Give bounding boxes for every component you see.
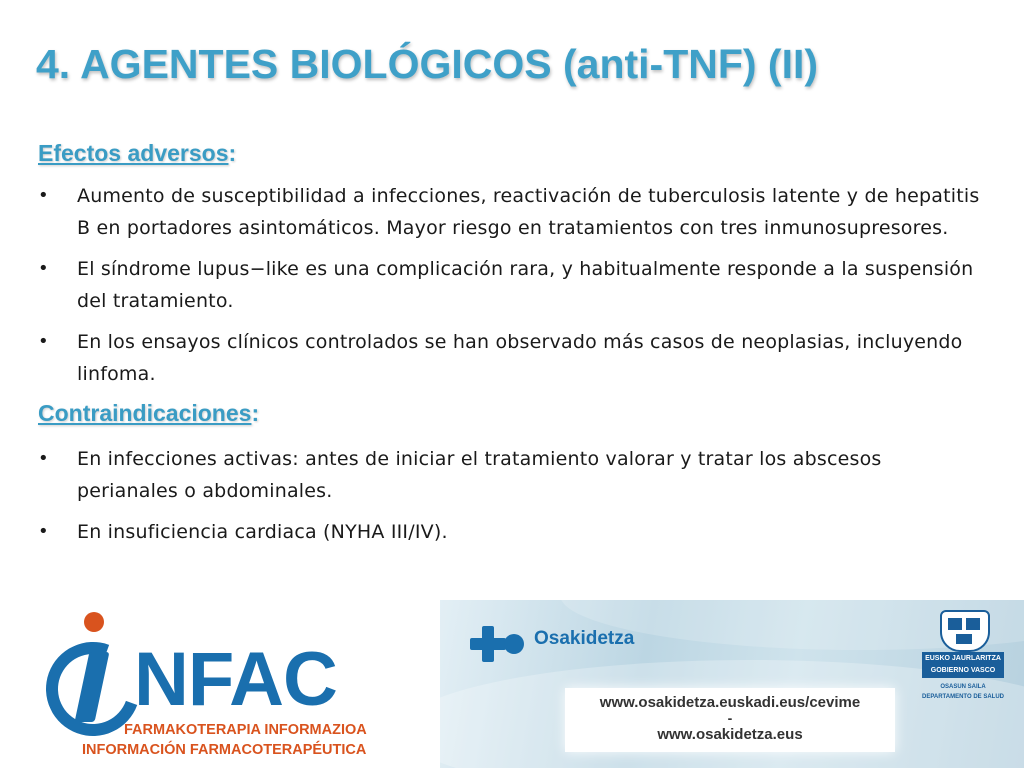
list-item-text: Aumento de susceptibilidad a infecciones, reactivación de tuberculosis latente y de hepatitis B en portadores asintomáticos. Mayor riesgo en tratamientos con tres inmunosupresores.: [77, 185, 980, 239]
url-separator: -: [727, 710, 733, 726]
department-name-spanish: DEPARTAMENTO DE SALUD: [921, 694, 1004, 700]
section-heading-colon: :: [228, 140, 237, 166]
osakidetza-dot-icon: [504, 634, 524, 654]
list-item: [38, 443, 988, 507]
infac-wordmark: NFAC: [134, 637, 337, 722]
contraindications-list: [38, 443, 988, 548]
list-item-text: En los ensayos clínicos controlados se han observado más casos de neoplasias, incluyendo linfoma.: [77, 331, 963, 385]
adverse-effects-list: [38, 180, 988, 390]
list-item: [38, 253, 988, 317]
government-name-basque: EUSKO JAURLARITZA: [925, 655, 1001, 662]
bullet-icon: •: [38, 258, 49, 279]
list-item-text: En insuficiencia cardiaca (NYHA III/IV).: [77, 521, 448, 543]
bullet-icon: •: [38, 185, 49, 206]
section-heading-contraindications: [38, 400, 988, 427]
osakidetza-name: Osakidetza: [534, 628, 635, 649]
footer-left-panel: [0, 600, 440, 768]
osakidetza-cross-icon: [482, 626, 494, 662]
government-name-spanish: GOBIERNO VASCO: [930, 667, 996, 674]
section-heading-text: Contraindicaciones: [38, 400, 252, 426]
list-item-text: El síndrome lupus−like es una complicación rara, y habitualmente responde a la suspensión del tratamiento.: [77, 258, 974, 312]
section-heading-adverse-effects: [38, 140, 988, 167]
infac-subtitle-spanish: INFORMACIÓN FARMACOTERAPÉUTICA: [82, 742, 367, 758]
list-item: [38, 180, 988, 244]
department-name-basque: OSASUN SAILA: [940, 684, 986, 690]
bullet-icon: •: [38, 448, 49, 469]
infac-subtitle-basque: FARMAKOTERAPIA INFORMAZIOA: [124, 722, 367, 738]
list-item: [38, 326, 988, 390]
footer-band: [0, 600, 1024, 768]
slide-body: [38, 140, 988, 557]
list-item: [38, 516, 988, 548]
osakidetza-url-link[interactable]: www.osakidetza.eus: [657, 726, 803, 743]
bullet-icon: •: [38, 521, 49, 542]
url-panel: [565, 688, 895, 752]
list-item-text: En infecciones activas: antes de iniciar el tratamiento valorar y tratar los abscesos perianales o abdominales.: [77, 448, 882, 502]
government-band: [922, 652, 1004, 678]
bullet-icon: •: [38, 331, 49, 352]
coat-of-arms-icon: [940, 610, 990, 652]
section-heading-colon: :: [251, 400, 260, 426]
infac-logo: [42, 612, 382, 762]
cevime-url-link[interactable]: www.osakidetza.euskadi.eus/cevime: [599, 694, 861, 711]
slide-title: 4. AGENTES BIOLÓGICOS (anti-TNF) (II): [36, 41, 819, 87]
osakidetza-logo: [470, 620, 650, 680]
section-heading-text: Efectos adversos: [38, 140, 229, 166]
infac-i-dot-icon: [84, 612, 104, 632]
basque-government-emblem: [918, 610, 1008, 710]
